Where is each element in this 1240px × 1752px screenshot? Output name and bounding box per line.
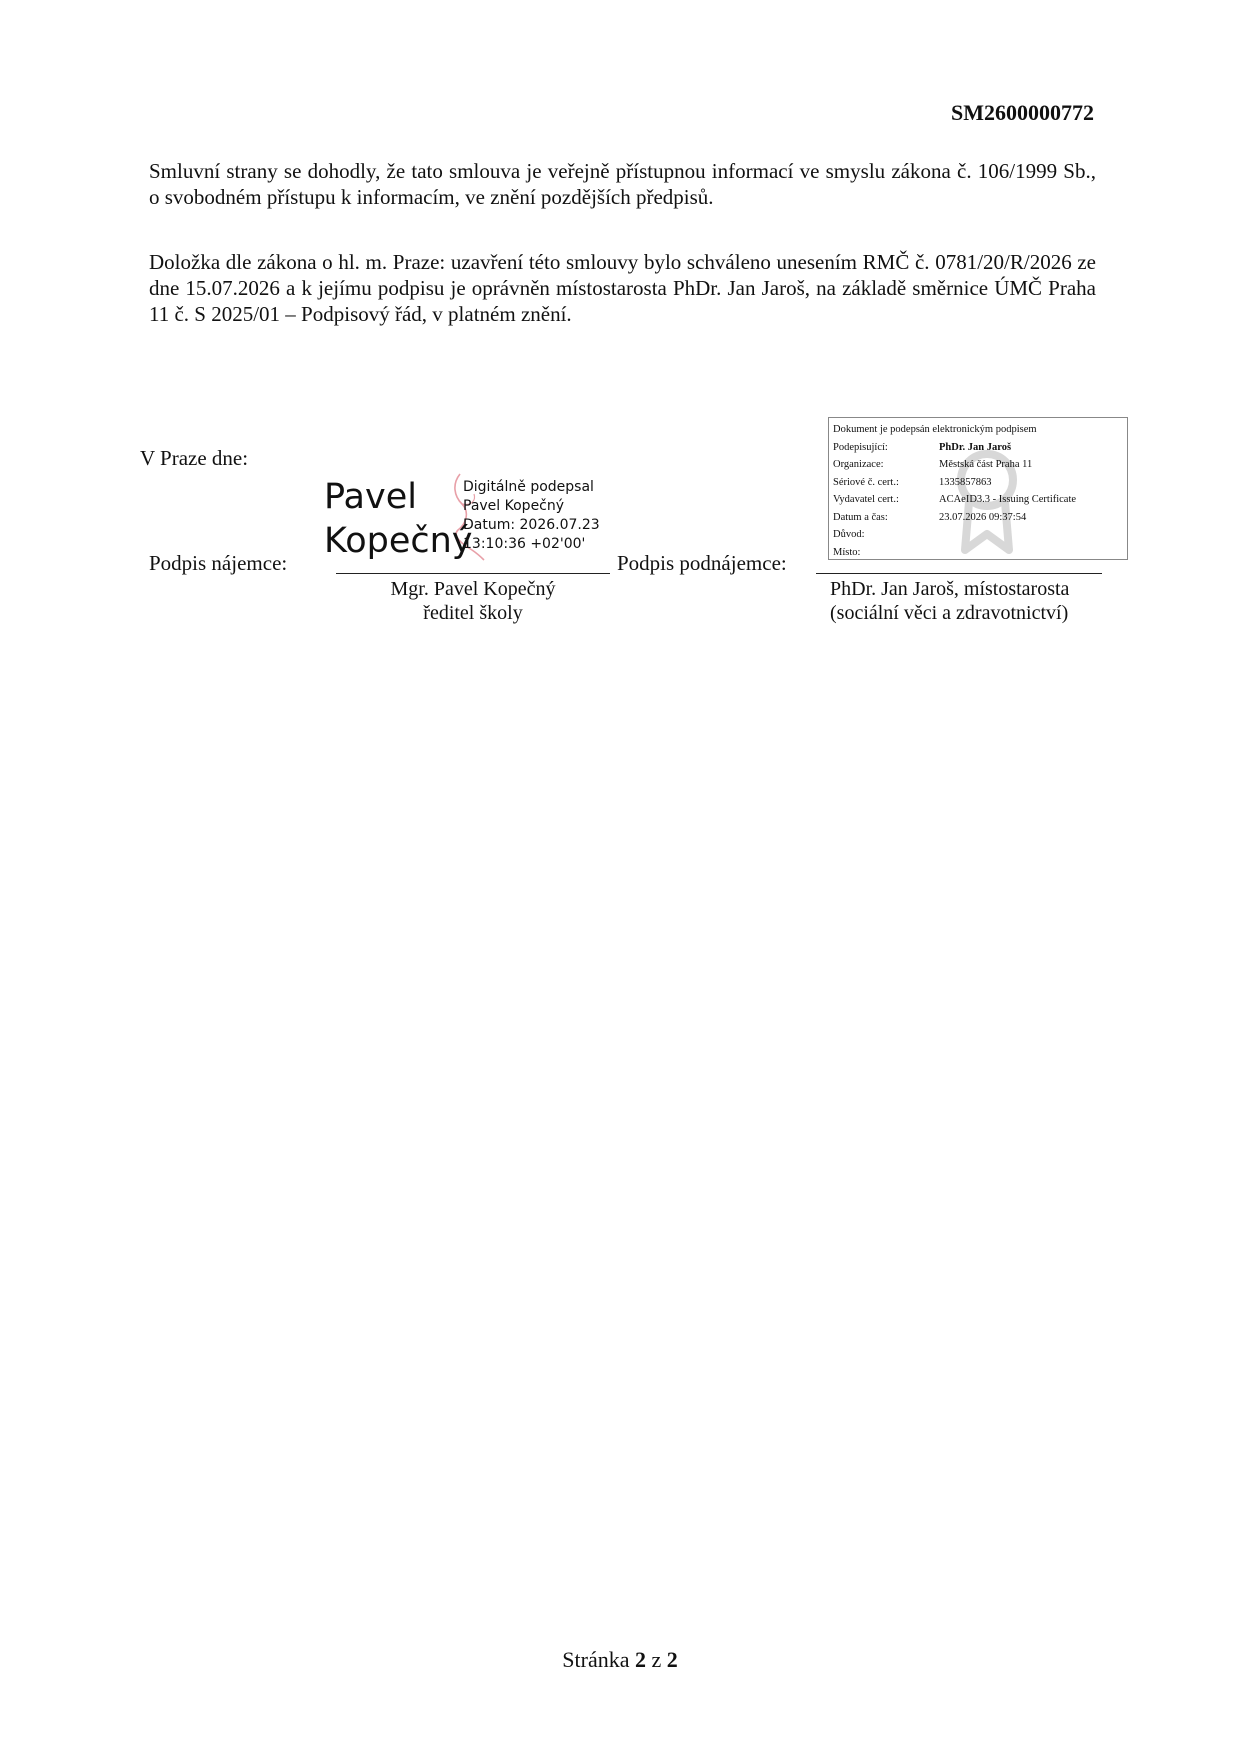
- page-footer-separator: z: [651, 1647, 662, 1672]
- tenant-digital-signature: [324, 470, 614, 562]
- stamp-value: [939, 544, 1123, 562]
- electronic-signature-stamp: [828, 417, 1128, 560]
- page-number-current: 2: [634, 1647, 646, 1672]
- signature-details-line: 13:10:36 +02'00': [463, 536, 586, 552]
- stamp-row-place: [833, 544, 1123, 562]
- stamp-row-reason: [833, 526, 1123, 544]
- subtenant-signature-line: [816, 573, 1102, 574]
- tenant-signature-line: [336, 573, 610, 574]
- tenant-signer-title: ředitel školy: [423, 602, 523, 624]
- stamp-row-issuer: [833, 491, 1123, 509]
- paragraph-public-information: Smluvní strany se dohodly, že tato smlouva je veřejně přístupnou informací ve smyslu zákona č. 106/1999 Sb., o svobodném přístupu k informacím, ve znění pozdějších předpisů.: [149, 159, 1096, 209]
- place-date-label: V Praze dne:: [140, 446, 249, 470]
- tenant-signer: [336, 577, 610, 625]
- signature-name-first: Pavel: [324, 477, 417, 517]
- subtenant-signature-label: Podpis podnájemce:: [617, 551, 787, 575]
- tenant-signature-label: Podpis nájemce:: [149, 551, 288, 575]
- signature-details-line: Pavel Kopečný: [463, 498, 565, 514]
- signature-name-last: Kopečný: [324, 521, 473, 561]
- subtenant-signer: [830, 577, 1069, 625]
- stamp-key: Sériové č. cert.:: [833, 476, 899, 488]
- signature-name: [324, 475, 473, 563]
- stamp-key: Místo:: [833, 546, 861, 558]
- stamp-value: ACAeID3.3 - Issuing Certificate: [939, 494, 1077, 505]
- page-footer: [0, 1647, 1240, 1673]
- signature-details-line: Digitálně podepsal: [463, 479, 594, 495]
- stamp-value: 23.07.2026 09:37:54: [939, 511, 1027, 523]
- page-number-total: 2: [666, 1647, 678, 1672]
- stamp-key: Datum a čas:: [833, 511, 888, 523]
- stamp-row-signer: [833, 439, 1123, 457]
- stamp-value: [939, 526, 1123, 544]
- document-id: SM2600000772: [951, 100, 1094, 125]
- page-footer-prefix: Stránka: [562, 1647, 630, 1672]
- stamp-key: Podepisující:: [833, 441, 888, 453]
- stamp-value: PhDr. Jan Jaroš: [939, 441, 1012, 453]
- subtenant-signer-role: (sociální věci a zdravotnictví): [830, 602, 1069, 624]
- stamp-value: 1335857863: [939, 476, 992, 488]
- stamp-key: Důvod:: [833, 529, 865, 540]
- stamp-value: Městská část Praha 11: [939, 459, 1033, 470]
- stamp-row-organization: [833, 456, 1123, 474]
- stamp-row-datetime: [833, 509, 1123, 527]
- stamp-key: Vydavatel cert.:: [833, 494, 899, 505]
- stamp-row-serial: [833, 474, 1123, 492]
- tenant-signer-name: Mgr. Pavel Kopečný: [390, 578, 556, 600]
- stamp-key: Organizace:: [833, 459, 884, 470]
- subtenant-signer-name: PhDr. Jan Jaroš, místostarosta: [830, 578, 1070, 600]
- signature-details-line: Datum: 2026.07.23: [463, 517, 600, 533]
- signature-details: [463, 478, 600, 554]
- stamp-title: Dokument je podepsán elektronickým podpisem: [833, 424, 1037, 435]
- paragraph-approval-clause: Doložka dle zákona o hl. m. Praze: uzavření této smlouvy bylo schváleno unesením RMČ č. 0781/20/R/2026 ze dne 15.07.2026 a k jejímu podpisu je oprávněn místostarosta PhDr. Jan Jaroš, na základě směrnice ÚMČ Praha 11 č. S 2025/01 – Podpisový řád, v platném znění.: [149, 250, 1096, 326]
